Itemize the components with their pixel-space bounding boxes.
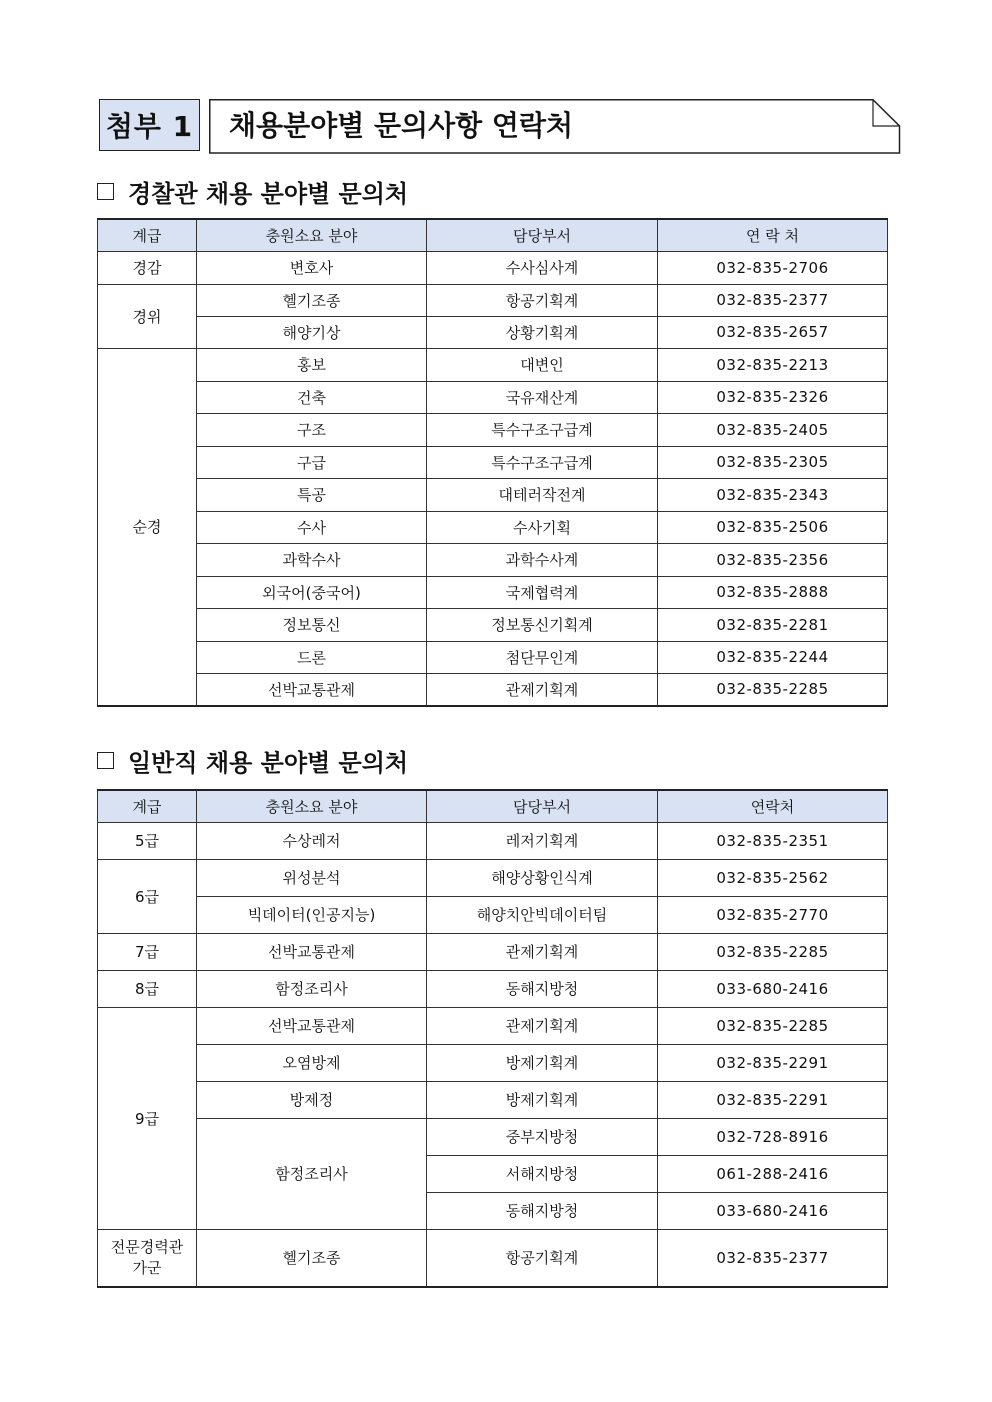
field-cell: 선박교통관제 <box>197 933 427 970</box>
dept-cell: 서해지방청 <box>427 1155 658 1192</box>
dept-cell: 해양치안빅데이터팀 <box>427 896 658 933</box>
dept-cell: 정보통신기획계 <box>427 608 658 641</box>
phone-cell: 032-835-2377 <box>658 284 888 316</box>
dept-cell: 중부지방청 <box>427 1118 658 1155</box>
table-row <box>98 511 888 543</box>
dept-cell: 항공기획계 <box>427 1229 658 1287</box>
page-title: 채용분야별 문의사항 연락처 <box>229 109 574 142</box>
phone-cell: 032-835-2405 <box>658 413 888 446</box>
table-row <box>98 970 888 1007</box>
rank-cell: 경위 <box>98 284 197 348</box>
field-cell: 드론 <box>197 641 427 673</box>
phone-cell: 032-835-2285 <box>658 1007 888 1044</box>
dept-cell: 과학수사계 <box>427 543 658 576</box>
dept-cell: 특수구조구급계 <box>427 413 658 446</box>
table-header-row <box>98 790 888 822</box>
dept-cell: 대테러작전계 <box>427 478 658 511</box>
dept-cell: 상황기획계 <box>427 316 658 348</box>
dept-cell: 관제기획계 <box>427 933 658 970</box>
dept-cell: 동해지방청 <box>427 1192 658 1229</box>
phone-cell: 032-728-8916 <box>658 1118 888 1155</box>
dept-cell: 방제기획계 <box>427 1081 658 1118</box>
rank-cell: 경감 <box>98 251 197 284</box>
rank-cell: 7급 <box>98 933 197 970</box>
col-field: 충원소요 분야 <box>197 790 427 822</box>
table-row <box>98 673 888 706</box>
phone-cell: 032-835-2657 <box>658 316 888 348</box>
col-field: 충원소요 분야 <box>197 219 427 251</box>
phone-cell: 032-835-2285 <box>658 933 888 970</box>
phone-cell: 032-835-2281 <box>658 608 888 641</box>
table-row <box>98 251 888 284</box>
police-contact-table <box>97 218 888 707</box>
phone-cell: 032-835-2377 <box>658 1229 888 1287</box>
table-row <box>98 348 888 381</box>
phone-cell: 032-835-2291 <box>658 1044 888 1081</box>
dept-cell: 항공기획계 <box>427 284 658 316</box>
general-contact-table <box>97 789 888 1288</box>
field-cell: 과학수사 <box>197 543 427 576</box>
attachment-label: 첨부 1 <box>99 99 200 151</box>
field-cell: 수상레저 <box>197 822 427 859</box>
phone-cell: 032-835-2562 <box>658 859 888 896</box>
field-cell: 위성분석 <box>197 859 427 896</box>
table-row <box>98 576 888 608</box>
field-cell: 함정조리사 <box>197 970 427 1007</box>
general-section-heading <box>97 743 408 777</box>
phone-cell: 032-835-2351 <box>658 822 888 859</box>
dept-cell: 동해지방청 <box>427 970 658 1007</box>
general-heading-text: 일반직 채용 분야별 문의처 <box>128 748 409 777</box>
col-rank: 계급 <box>98 790 197 822</box>
rank-cell: 6급 <box>98 859 197 933</box>
phone-cell: 032-835-2770 <box>658 896 888 933</box>
field-cell: 오염방제 <box>197 1044 427 1081</box>
table-row <box>98 284 888 316</box>
dept-cell: 첨단무인계 <box>427 641 658 673</box>
dept-cell: 해양상황인식계 <box>427 859 658 896</box>
field-cell: 수사 <box>197 511 427 543</box>
rank-cell: 8급 <box>98 970 197 1007</box>
field-cell: 외국어(중국어) <box>197 576 427 608</box>
field-cell: 해양기상 <box>197 316 427 348</box>
dept-cell: 관제기획계 <box>427 673 658 706</box>
checkbox-square-icon <box>97 752 114 769</box>
field-cell: 변호사 <box>197 251 427 284</box>
col-phone: 연락처 <box>658 790 888 822</box>
phone-cell: 032-835-2213 <box>658 348 888 381</box>
dept-cell: 관제기획계 <box>427 1007 658 1044</box>
field-cell: 선박교통관제 <box>197 1007 427 1044</box>
table-row <box>98 413 888 446</box>
phone-cell: 032-835-2343 <box>658 478 888 511</box>
field-cell: 홍보 <box>197 348 427 381</box>
phone-cell: 032-835-2706 <box>658 251 888 284</box>
phone-cell: 033-680-2416 <box>658 970 888 1007</box>
col-rank: 계급 <box>98 219 197 251</box>
dept-cell: 수사기획 <box>427 511 658 543</box>
police-heading-text: 경찰관 채용 분야별 문의처 <box>128 179 409 208</box>
phone-cell: 033-680-2416 <box>658 1192 888 1229</box>
rank-cell: 순경 <box>98 348 197 706</box>
dept-cell: 국제협력계 <box>427 576 658 608</box>
field-cell: 구급 <box>197 446 427 478</box>
table-row <box>98 1118 888 1155</box>
field-cell: 정보통신 <box>197 608 427 641</box>
field-cell: 방제정 <box>197 1081 427 1118</box>
dept-cell: 방제기획계 <box>427 1044 658 1081</box>
table-row <box>98 1229 888 1287</box>
dept-cell: 레저기획계 <box>427 822 658 859</box>
table-header-row <box>98 219 888 251</box>
table-row <box>98 446 888 478</box>
phone-cell: 032-835-2285 <box>658 673 888 706</box>
col-dept: 담당부서 <box>427 790 658 822</box>
field-cell: 구조 <box>197 413 427 446</box>
phone-cell: 032-835-2888 <box>658 576 888 608</box>
phone-cell: 032-835-2356 <box>658 543 888 576</box>
table-row <box>98 1044 888 1081</box>
rank-line: 가군 <box>132 1258 162 1277</box>
rank-cell: 9급 <box>98 1007 197 1229</box>
table-row <box>98 859 888 896</box>
phone-cell: 032-835-2506 <box>658 511 888 543</box>
table-row <box>98 543 888 576</box>
field-cell: 함정조리사 <box>197 1118 427 1229</box>
table-row <box>98 381 888 413</box>
dept-cell: 특수구조구급계 <box>427 446 658 478</box>
table-row <box>98 1081 888 1118</box>
col-dept: 담당부서 <box>427 219 658 251</box>
dept-cell: 국유재산계 <box>427 381 658 413</box>
rank-line: 전문경력관 <box>110 1237 184 1256</box>
phone-cell: 061-288-2416 <box>658 1155 888 1192</box>
table-row <box>98 822 888 859</box>
field-cell: 선박교통관제 <box>197 673 427 706</box>
field-cell: 빅데이터(인공지능) <box>197 896 427 933</box>
rank-cell: 5급 <box>98 822 197 859</box>
field-cell: 헬기조종 <box>197 1229 427 1287</box>
col-phone: 연 락 처 <box>658 219 888 251</box>
table-row <box>98 316 888 348</box>
field-cell: 특공 <box>197 478 427 511</box>
table-row <box>98 1007 888 1044</box>
field-cell: 건축 <box>197 381 427 413</box>
dept-cell: 대변인 <box>427 348 658 381</box>
title-box <box>209 99 901 154</box>
table-row <box>98 478 888 511</box>
checkbox-square-icon <box>97 183 114 200</box>
phone-cell: 032-835-2244 <box>658 641 888 673</box>
table-row <box>98 933 888 970</box>
table-row <box>98 641 888 673</box>
dept-cell: 수사심사계 <box>427 251 658 284</box>
table-row <box>98 608 888 641</box>
table-row <box>98 896 888 933</box>
phone-cell: 032-835-2291 <box>658 1081 888 1118</box>
field-cell: 헬기조종 <box>197 284 427 316</box>
phone-cell: 032-835-2326 <box>658 381 888 413</box>
rank-cell <box>98 1229 197 1287</box>
phone-cell: 032-835-2305 <box>658 446 888 478</box>
police-section-heading <box>97 174 408 208</box>
